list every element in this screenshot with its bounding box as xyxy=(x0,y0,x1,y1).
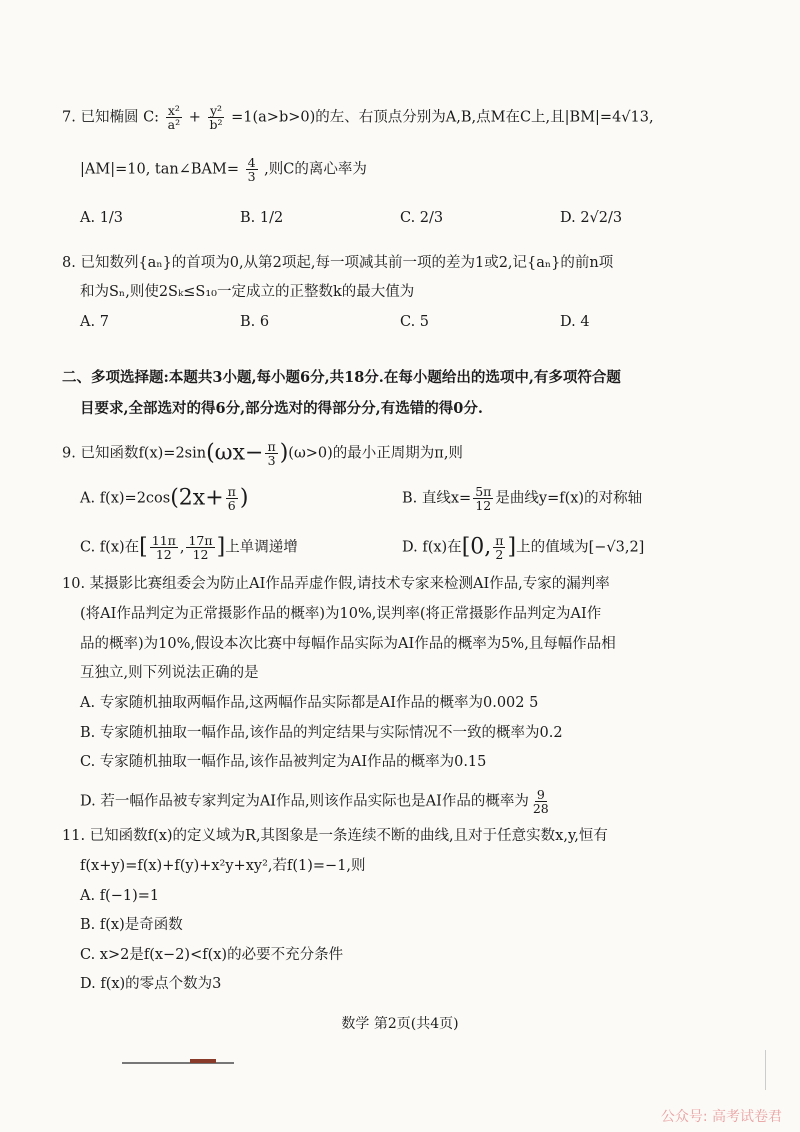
q9-option-d: D. f(x)在[0, $\frac{\pi}{2}$ ]上的值域为[−√3,2] xyxy=(402,533,645,562)
watermark: 公众号: 高考试卷君 xyxy=(660,1109,782,1125)
q7-option-d: D. 2√2/3 xyxy=(560,210,623,226)
section2-heading-line2: 目要求,全部选对的得6分,部分选对的得部分分,有选错的得0分. xyxy=(80,400,483,417)
q9-stem: 9. 已知函数f(x)=2sin(ωx− $\frac{\pi}{3}$ )(ω>0)的最小正周期为π,则 xyxy=(62,439,463,468)
q11-option-b: B. f(x)是奇函数 xyxy=(80,917,183,933)
q7-tan-frac: $\frac{4}{3}$ xyxy=(247,155,256,184)
q9-option-b: B. 直线x= $\frac{5\pi}{12}$ 是曲线y=f(x)的对称轴 xyxy=(402,484,643,513)
q10-option-a: A. 专家随机抽取两幅作品,这两幅作品实际都是AI作品的概率为0.002 5 xyxy=(80,695,539,711)
q11-option-a: A. f(−1)=1 xyxy=(80,888,160,904)
q11-option-d: D. f(x)的零点个数为3 xyxy=(80,976,222,992)
q8-option-d: D. 4 xyxy=(560,314,590,330)
q7-option-a: A. 1/3 xyxy=(80,210,124,226)
q11-line2: f(x+y)=f(x)+f(y)+x²y+xy²,若f(1)=−1,则 xyxy=(80,858,366,874)
q9-option-c: C. f(x)在[ $\frac{11\pi}{12}$ , $\frac{17\pi}{12}$ ]上单调递增 xyxy=(80,533,298,562)
q10-stem-line2: (将AI作品判定为正常摄影作品的概率)为10%,误判率(将正常摄影作品判定为AI作 xyxy=(80,606,602,622)
q10-option-c: C. 专家随机抽取一幅作品,该作品被判定为AI作品的概率为0.15 xyxy=(80,754,487,770)
q8-option-b: B. 6 xyxy=(240,314,270,330)
q7-option-c: C. 2/3 xyxy=(400,210,444,226)
q9-option-a: A. f(x)=2cos(2x+ $\frac{\pi}{6}$ ) xyxy=(80,484,249,513)
section2-heading-line1: 二、多项选择题:本题共3小题,每小题6分,共18分.在每小题给出的选项中,有多项符合题 xyxy=(62,369,621,386)
q10-option-d: D. 若一幅作品被专家判定为AI作品,则该作品实际也是AI作品的概率为 $\frac{9}{28}$ xyxy=(80,787,549,816)
scan-edge xyxy=(765,1050,766,1090)
q8-line1: 8. 已知数列{aₙ}的首项为0,从第2项起,每一项减其前一项的差为1或2,记{aₙ}的前n项 xyxy=(62,255,614,271)
q11-line1: 11. 已知函数f(x)的定义域为R,其图象是一条连续不断的曲线,且对于任意实数x,y,恒有 xyxy=(62,828,608,844)
scan-artifact-stain xyxy=(190,1059,216,1063)
q7-frac-x: $\frac{\text{x²}}{\text{a²}}$ xyxy=(167,103,181,132)
q10-stem-line1: 10. 某摄影比赛组委会为防止AI作品弄虚作假,请技术专家来检测AI作品,专家的漏判率 xyxy=(62,576,610,592)
q10-stem-line4: 互独立,则下列说法正确的是 xyxy=(80,665,259,681)
q7-line1: 7. 已知椭圆 C: $\frac{\text{x²}}{\text{a²}}$ + $\frac{\text{y²}}{\text{b²}}$ =1(a>b>0)的左、右顶点分别为A,B,点M在C上,且|BM|=4√13, xyxy=(62,103,654,132)
q11-option-c: C. x>2是f(x−2)<f(x)的必要不充分条件 xyxy=(80,947,344,963)
q8-option-c: C. 5 xyxy=(400,314,430,330)
scan-artifact xyxy=(122,1062,234,1064)
q7-option-b: B. 1/2 xyxy=(240,210,284,226)
q10-option-b: B. 专家随机抽取一幅作品,该作品的判定结果与实际情况不一致的概率为0.2 xyxy=(80,725,563,741)
page-footer: 数学 第2页(共4页) xyxy=(341,1016,459,1032)
q10-stem-line3: 品的概率)为10%,假设本次比赛中每幅作品实际为AI作品的概率为5%,且每幅作品相 xyxy=(80,636,616,652)
q8-option-a: A. 7 xyxy=(80,314,109,330)
q7-frac-y: $\frac{\text{y²}}{\text{b²}}$ xyxy=(209,103,223,132)
q7-line2: |AM|=10, tan∠BAM= $\frac{4}{3}$ ,则C的离心率为 xyxy=(80,155,367,184)
q8-line2: 和为Sₙ,则使2Sₖ≤S₁₀一定成立的正整数k的最大值为 xyxy=(80,284,415,300)
